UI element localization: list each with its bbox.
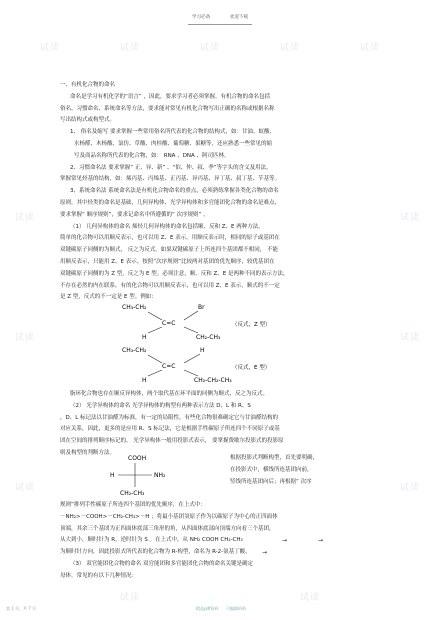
watermark: 试读 [40, 43, 61, 53]
rule-line: 从大到小，顺时针为 R，逆时针为 S 。在上式中，从 NH₂ COOH CH₂-CH₃ [60, 537, 243, 544]
intro-line: 俗名、习惯命名、系统命名等方法，要求能对常见有机化合物写出正确的名称或根据名称 [60, 105, 275, 112]
watermark: 试读 [15, 333, 36, 343]
fischer-text-line: 根据投影式判断构型，首先要明确， [230, 455, 319, 461]
document-body-3 [60, 500, 390, 583]
sub2-line: ，D、L 标记法以甘油醛为标准，有一定的局限性，有些化合物很难确定它与甘油醛结构的 [60, 414, 279, 421]
fischer-right: NH₂ [154, 472, 166, 479]
footer-center-b: 可编辑资料 [226, 606, 246, 611]
watermark: 试读 [15, 483, 36, 493]
header-right: 欢迎下载 [229, 15, 249, 20]
molecule-trans-e [110, 343, 310, 383]
watermark: 试读 [200, 43, 221, 53]
page-header [0, 14, 440, 20]
item3-line: 原则。其中烃类的命名是基础，几何异构体、光学异构体和多官能团化合物的命名是难点， [60, 199, 281, 206]
substituent-top-right: Br [198, 304, 205, 311]
watermark: 试读 [120, 593, 141, 603]
section-title: 一、有机化合物的命名 [60, 82, 116, 88]
molecule-trans-z [110, 300, 310, 340]
substituent-bottom-left: H [142, 334, 147, 340]
header-left: 学习必备 [191, 15, 211, 20]
watermark: 试读 [120, 43, 141, 53]
rule-line: －NH₂>－COOH>－CH₂-CH₃>－H ；将最小基团氢原子作为以碳原子为中心的正四面体 [60, 513, 278, 520]
rule-line: 顶端，其余三个基团为正四面体底部三角形的角，从四面体底部向顶端方向看三个基团， [60, 525, 275, 532]
sub2-line: 则及构型的判断方法。 [60, 449, 116, 456]
substituent-top-left: CH₃-CH₂ [122, 347, 147, 354]
sub1-line: （1） 几何异构体的命名 烯烃几何异构体的命名包括顺、反和 Z、E 两种方法。 [70, 223, 264, 230]
ring-note: 脂环化合物也存在顺反异构体，两个取代基在环平面的同侧为顺式，反之为反式。 [70, 391, 269, 397]
fischer-text-line: 在投影式中，横线所连基团向前， [230, 466, 313, 473]
substituent-bottom-right: CH₂-CH₃ [196, 334, 221, 340]
sub2-line: 对应关系，因此，更多的是应用 R、S 标记法，它是根据手性碳原子所连四个不同原子或基 [60, 426, 280, 433]
fischer-bottom: CH₂-CH₃ [120, 490, 145, 497]
arrow-icon: → [282, 537, 288, 544]
footer-center-a: 精品pdf资料 [196, 606, 219, 611]
substituent-bottom-left: H [142, 377, 147, 383]
sub1-line: 双键碳原子同侧的为顺式， 反之为反式。如果双键碳原子上所连四个基团都不相同， 不能 [60, 247, 278, 254]
item2-line: 2、习惯命名法 要求掌握“ 正、异、新” 、“伯、仲、叔、季”等字头的含义及用法， [70, 164, 272, 171]
fischer-explanation [230, 453, 390, 488]
arrow-icon: → [318, 537, 324, 544]
sub3-line: （3） 双官能团化合物的命名 双官能团和多官能团化合物的命名关键是确定 [70, 560, 253, 567]
substituent-top-left: CH₃-CH₂ [122, 304, 147, 311]
watermark: 试读 [15, 213, 36, 223]
arrow-icon: → [262, 549, 268, 556]
rule-line: 为顺时针方向，因此投影式所代表的化合物为 R-构型，命名为 R-2-氨基丁酸。 [60, 549, 251, 556]
molecule-label: （反式，Z 型） [232, 322, 271, 328]
watermark: 试读 [280, 43, 301, 53]
item1-line: 水杨醛、木杨酸、氯仿、草酸、肉桂酸、葡萄糖、果糖等，还应熟悉一些常见的缩 [74, 140, 273, 147]
sub1-line: 不存在必然的内在联系。有的化合物可以用顺反表示，也可以用 Z、E 表示，顺式的不一定 [60, 282, 280, 289]
sub1-line: 双键碳原子同侧的为 Z 型，反之为 E 型。必须注意，顺、反和 Z、E 是两种不同的表示方法， [60, 270, 289, 277]
sub2-line: （2） 光学异构体的命名 光学异构体的构型有两种表示方法 D、L 和 R、S [70, 402, 251, 409]
sub1-line: 简单的化合物可以用顺反表示，也可以用 Z、E 表示。用顺反表示时，相同的原子或基团在 [60, 235, 280, 242]
document-body-2 [60, 389, 390, 460]
watermark: 试读 [300, 593, 321, 603]
intro-line: 命名是学习有机化学的“语言” ，因此，要求学习者必须掌握。有机合物的命名包括 [70, 93, 270, 100]
sub1-line: 用顺反表示，只能用 Z、E 表示。按照“次序规则”比较两对基团的优先顺序，较优基团在 [60, 258, 275, 265]
footer-page-number: 第 1 页，共 7 页 [6, 606, 37, 611]
rule-line: 规则”排列手性碳原子所连四个基团的优先顺序，在上式中： [60, 502, 206, 508]
double-bond: C=C [162, 363, 176, 370]
item1-line: 1、 俗名及缩写 要求掌握一些常用俗名所代表的化合物的结构式，如：甘油、蚁酸、 [70, 129, 275, 136]
header-divider [188, 24, 252, 25]
substituent-bottom-right: CH₂-CH₂-CH₃ [194, 377, 232, 383]
fischer-text-line: 竖线所连基团向后；再根据“ 次序 [230, 478, 312, 485]
document-body [60, 80, 390, 304]
fischer-left: H [110, 472, 115, 479]
item1-line: 写及商品名称所代表的化合物，如： RNA 、DNA 、阿司匹林。 [74, 152, 230, 159]
intro-line: 写出结构式或构型式。 [60, 117, 116, 124]
sub1-line: 是 Z 型，反式的不一定是 E 型。例如： [60, 294, 157, 301]
watermark: 试读 [360, 43, 381, 53]
double-bond: C=C [162, 320, 176, 327]
watermark: 试读 [400, 213, 421, 223]
watermark: 试读 [400, 333, 421, 343]
fischer-projection [90, 453, 190, 497]
molecule-label: （反式，E 型） [232, 365, 271, 371]
item3-line: 3、系统命名法 系统命名法是有机化合物命名的重点，必须熟练掌握各类化合物的命名 [70, 188, 279, 195]
item2-line: 掌握常见烃基的结构，如：烯丙基、丙烯基、正丙基、异丙基、异丁基、叔丁基、苄基等。 [60, 176, 281, 183]
sub3-line: 母体。常见的有以下几种情况： [60, 572, 138, 579]
fischer-top: COOH [128, 455, 147, 462]
sub2-line: 团在空间的排列顺序标记的。 光学异构体一般用投影式表示， 要掌握费歇尔投影式的投影原 [60, 438, 284, 445]
substituent-top-right: H [200, 347, 205, 354]
watermark: 试读 [400, 483, 421, 493]
item3-line: 要求掌握“ 顺序规则”，要求记命名中所遵循的“ 次序规则” 。 [60, 211, 209, 218]
